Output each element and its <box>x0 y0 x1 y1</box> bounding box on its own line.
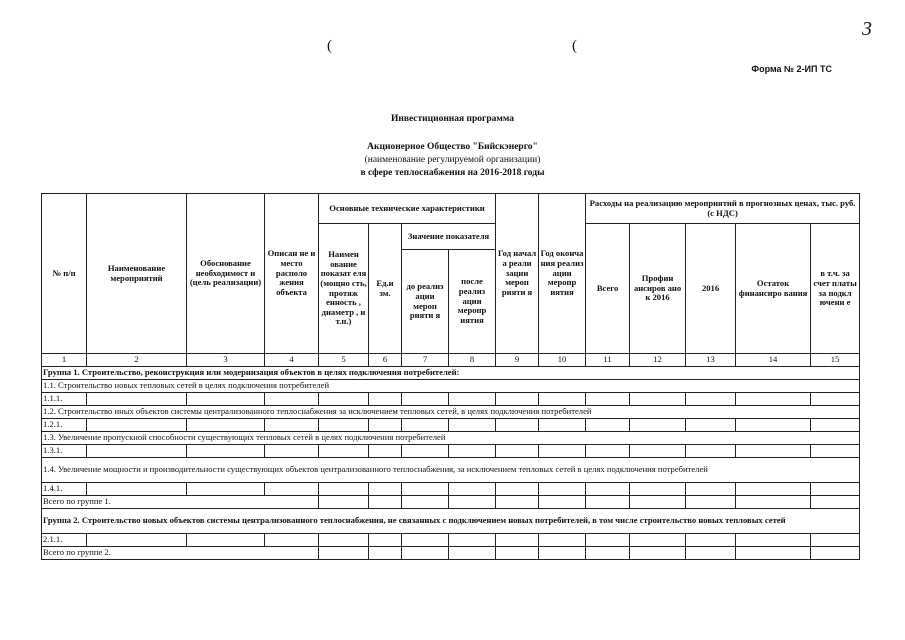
header-name: Наименование мероприятий <box>87 194 187 354</box>
header-tech: Основные технические характеристики <box>319 194 496 224</box>
doc-period: в сфере теплоснабжения на 2016-2018 годы <box>360 168 545 178</box>
subgroup-1-3: 1.3. Увеличение пропускной способности существующих тепловых сетей в целях подключения потребителей <box>42 432 860 445</box>
row-label-1-4-1: 1.4.1. <box>42 483 87 496</box>
header-unit: Ед.и зм. <box>369 224 402 354</box>
group-1-title: Группа 1. Строительство, реконструкция или модернизация объектов в целях подключения потребителей: <box>42 367 860 380</box>
header-expenses: Расходы на реализацию мероприятий в прогнозных ценах, тыс. руб. (с НДС) <box>586 194 860 224</box>
column-number: 9 <box>496 354 539 367</box>
header-financed: Профин ансиров ано к 2016 <box>630 224 686 354</box>
column-number: 15 <box>811 354 860 367</box>
subgroup-1-2: 1.2. Строительство иных объектов системы централизованного теплоснабжения за исключением тепловых сетей, в целях подключения потребителей <box>42 406 860 419</box>
org-name: Акционерное Общество "Бийскэнерго" <box>367 142 538 152</box>
header-total: Всего <box>586 224 630 354</box>
column-number: 10 <box>539 354 586 367</box>
header-num: № п/п <box>42 194 87 354</box>
org-caption: (наименование регулируемой организации) <box>364 155 541 165</box>
group-1-total: Всего по группе 1. <box>42 496 319 509</box>
column-number: 8 <box>449 354 496 367</box>
doc-title: Инвестиционная программа <box>390 114 515 124</box>
group-2-title: Группа 2. Строительство новых объектов системы централизованного теплоснабжения, не связанных с подключением новых потребителей, в том числе строительство новых тепловых сетей <box>42 509 860 534</box>
column-number: 2 <box>87 354 187 367</box>
column-number: 4 <box>265 354 319 367</box>
subgroup-1-1: 1.1. Строительство новых тепловых сетей в целях подключения потребителей <box>42 380 860 393</box>
column-number: 12 <box>630 354 686 367</box>
header-year-end: Год оконча ния реализ ации меропр иятия <box>539 194 586 354</box>
column-number: 1 <box>42 354 87 367</box>
investment-table <box>41 193 860 560</box>
header-location: Описан не и место располо жения объекта <box>265 194 319 354</box>
column-number: 3 <box>187 354 265 367</box>
column-number: 13 <box>686 354 736 367</box>
header-incl-fee: в т.ч. за счет платы за подкл ючени е <box>811 224 860 354</box>
column-number: 7 <box>402 354 449 367</box>
header-2016: 2016 <box>686 224 736 354</box>
header-before: до реализ ации мероп рияти я <box>402 250 449 354</box>
header-after: после реализ ации меропр иятия <box>449 250 496 354</box>
row-label-1-1-1: 1.1.1. <box>42 393 87 406</box>
column-number: 5 <box>319 354 369 367</box>
header-indicator-name: Наимен ование показат еля (мощно сть, протяж енность , диаметр , и т.п.) <box>319 224 369 354</box>
header-basis: Обоснование необходимост и (цель реализации) <box>187 194 265 354</box>
row-label-1-3-1: 1.3.1. <box>42 445 87 458</box>
column-number: 14 <box>736 354 811 367</box>
header-indicator-value: Значение показателя <box>402 224 496 250</box>
column-number: 6 <box>369 354 402 367</box>
group-2-total: Всего по группе 2. <box>42 547 319 560</box>
form-label: Форма № 2-ИП ТС <box>751 64 832 74</box>
page-number: 3 <box>862 18 872 40</box>
header-remaining: Остаток финансиро вания <box>736 224 811 354</box>
subgroup-1-4: 1.4. Увеличение мощности и производительности существующих объектов централизованного теплоснабжения, за исключением тепловых сетей в целях подключения потребителей <box>42 458 860 483</box>
row-label-1-2-1: 1.2.1. <box>42 419 87 432</box>
paren-mark-left: ( <box>327 38 332 54</box>
row-label-2-1-1: 2.1.1. <box>42 534 87 547</box>
paren-mark-right: ( <box>572 38 577 54</box>
column-number: 11 <box>586 354 630 367</box>
header-year-start: Год начал а реали зации мероп рияти я <box>496 194 539 354</box>
